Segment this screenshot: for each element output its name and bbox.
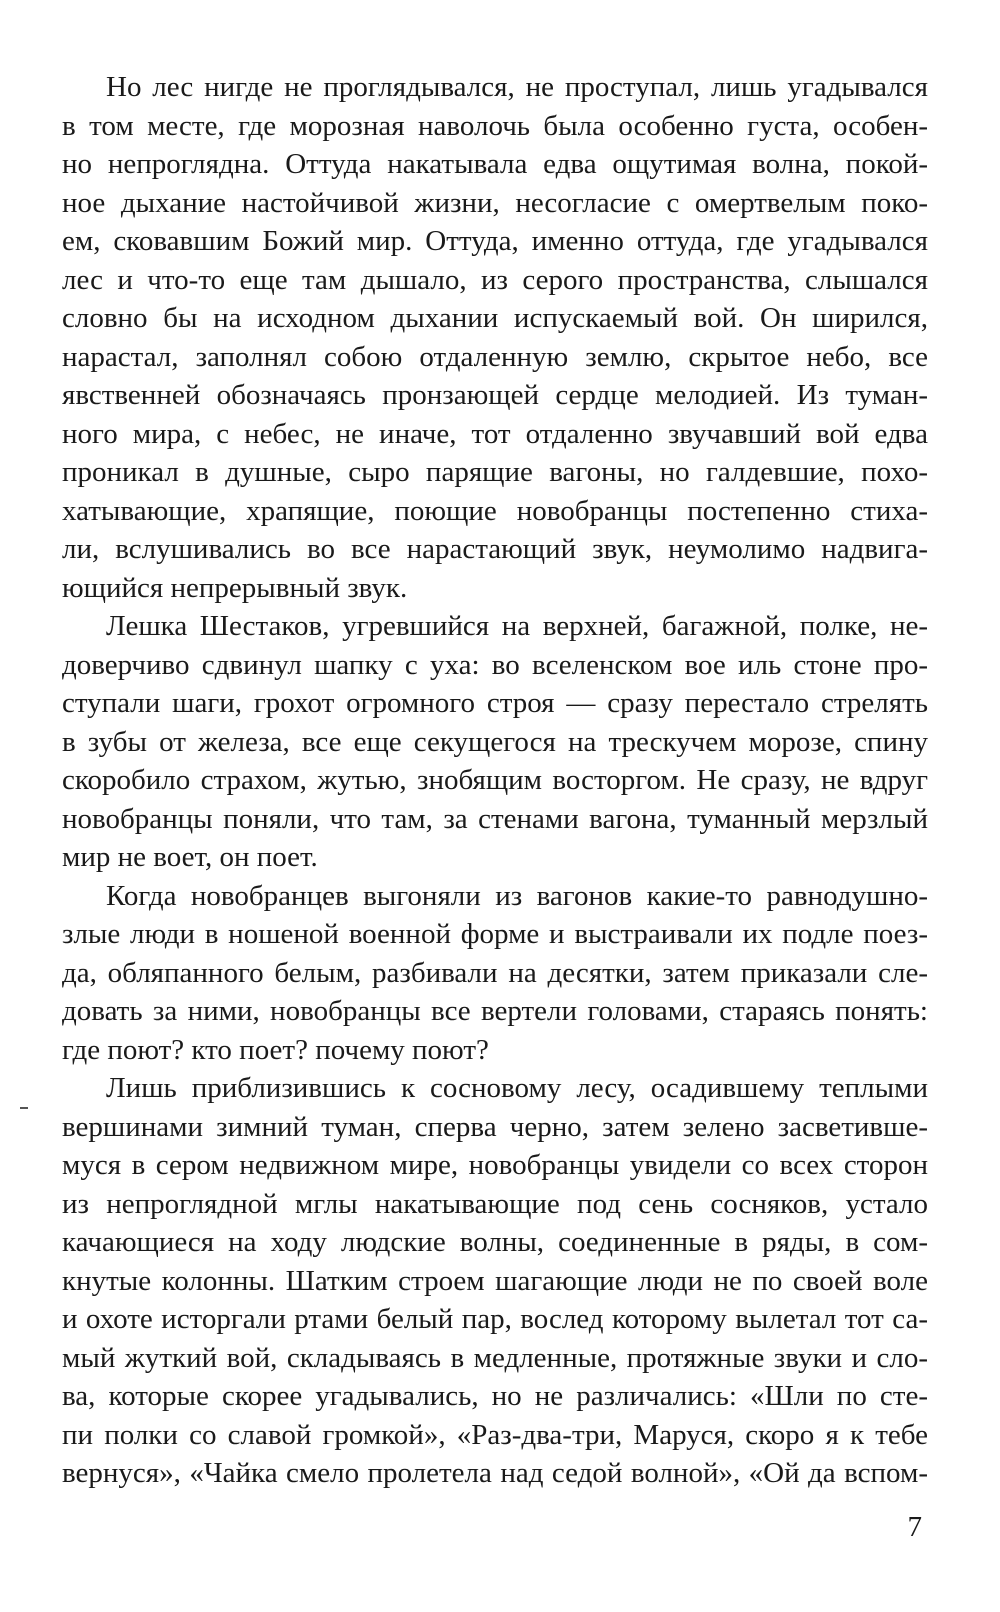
text-line: мир не воет, он поет. bbox=[62, 841, 318, 873]
text-line: Лишь приблизившись к сосновому лесу, осадившему теплыми bbox=[106, 1072, 928, 1104]
text-line: кнутые колонны. Шатким строем шагающие люди не по своей воле bbox=[62, 1264, 928, 1297]
text-line: в зубы от железа, все еще секущегося на трескучем морозе, спину bbox=[62, 725, 928, 758]
text-line: где поют? кто поет? почему поют? bbox=[62, 1033, 489, 1066]
margin-mark bbox=[20, 1107, 28, 1109]
text-line: новобранцы поняли, что там, за стенами вагона, туманный мерзлый bbox=[62, 802, 928, 835]
body-text bbox=[62, 68, 928, 1493]
text-line: но непроглядна. Оттуда накатывала едва ощутимая волна, покой- bbox=[62, 148, 928, 180]
text-line: мый жуткий вой, складываясь в медленные, протяжные звуки и сло- bbox=[62, 1341, 928, 1374]
text-line: ва, которые скорее угадывались, но не различались: «Шли по сте- bbox=[62, 1380, 928, 1412]
text-line: ступали шаги, грохот огромного строя — сразу перестало стрелять bbox=[62, 687, 928, 719]
text-line: пи полки со славой громкой», «Раз-два-три, Маруся, скоро я к тебе bbox=[62, 1418, 928, 1451]
page-number: 7 bbox=[907, 1511, 922, 1543]
text-line: довать за ними, новобранцы все вертели головами, стараясь понять: bbox=[62, 995, 928, 1027]
text-line: из непроглядной мглы накатывающие под сень сосняков, устало bbox=[62, 1187, 928, 1220]
text-line: ем, сковавшим Божий мир. Оттуда, именно оттуда, где угадывался bbox=[62, 225, 928, 257]
text-line: словно бы на исходном дыхании испускаемый вой. Он ширился, bbox=[62, 302, 928, 334]
text-line: доверчиво сдвинул шапку с уха: во вселенском вое иль стоне про- bbox=[62, 648, 928, 681]
text-line: проникал в душные, сыро парящие вагоны, но галдевшие, похо- bbox=[62, 456, 928, 488]
text-line: нарастал, заполнял собою отдаленную землю, скрытое небо, все bbox=[62, 340, 928, 373]
text-line: ющийся непрерывный звук. bbox=[62, 571, 408, 604]
text-line: хатывающие, храпящие, поющие новобранцы постепенно стиха- bbox=[62, 494, 928, 527]
text-line: и охоте исторгали ртами белый пар, вослед которому вылетал тот са- bbox=[62, 1303, 928, 1335]
text-line: вершинами зимний туман, сперва черно, затем зелено засветивше- bbox=[62, 1110, 928, 1143]
text-line: скоробило страхом, жутью, знобящим восторгом. Не сразу, не вдруг bbox=[62, 764, 928, 796]
text-line: вернуся», «Чайка смело пролетела над седой волной», «Ой да вспом- bbox=[62, 1457, 928, 1489]
text-line: в том месте, где морозная наволочь была особенно густа, особен- bbox=[62, 109, 928, 142]
text-line: Когда новобранцев выгоняли из вагонов какие-то равнодушно- bbox=[106, 879, 928, 912]
text-line: Лешка Шестаков, угревшийся на верхней, багажной, полке, не- bbox=[106, 610, 928, 642]
text-line: качающиеся на ходу людские волны, соединенные в ряды, в сом- bbox=[62, 1226, 928, 1258]
text-line: ли, вслушивались во все нарастающий звук, неумолимо надвига- bbox=[62, 533, 928, 565]
text-line: Но лес нигде не проглядывался, не проступал, лишь угадывался bbox=[106, 71, 928, 103]
text-line: злые люди в ношеной военной форме и выстраивали их подле поез- bbox=[62, 918, 928, 950]
text-line: лес и что-то еще там дышало, из серого пространства, слышался bbox=[62, 263, 928, 296]
text-line: явственней обозначаясь пронзающей сердце мелодией. Из туман- bbox=[62, 379, 928, 411]
text-line: муся в сером недвижном мире, новобранцы увидели со всех сторон bbox=[62, 1149, 928, 1181]
text-line: ное дыхание настойчивой жизни, несогласие с омертвелым поко- bbox=[62, 186, 928, 219]
text-line: ного мира, с небес, не иначе, тот отдаленно звучавший вой едва bbox=[62, 417, 928, 450]
text-line: да, обляпанного белым, разбивали на десятки, затем приказали сле- bbox=[62, 956, 928, 989]
